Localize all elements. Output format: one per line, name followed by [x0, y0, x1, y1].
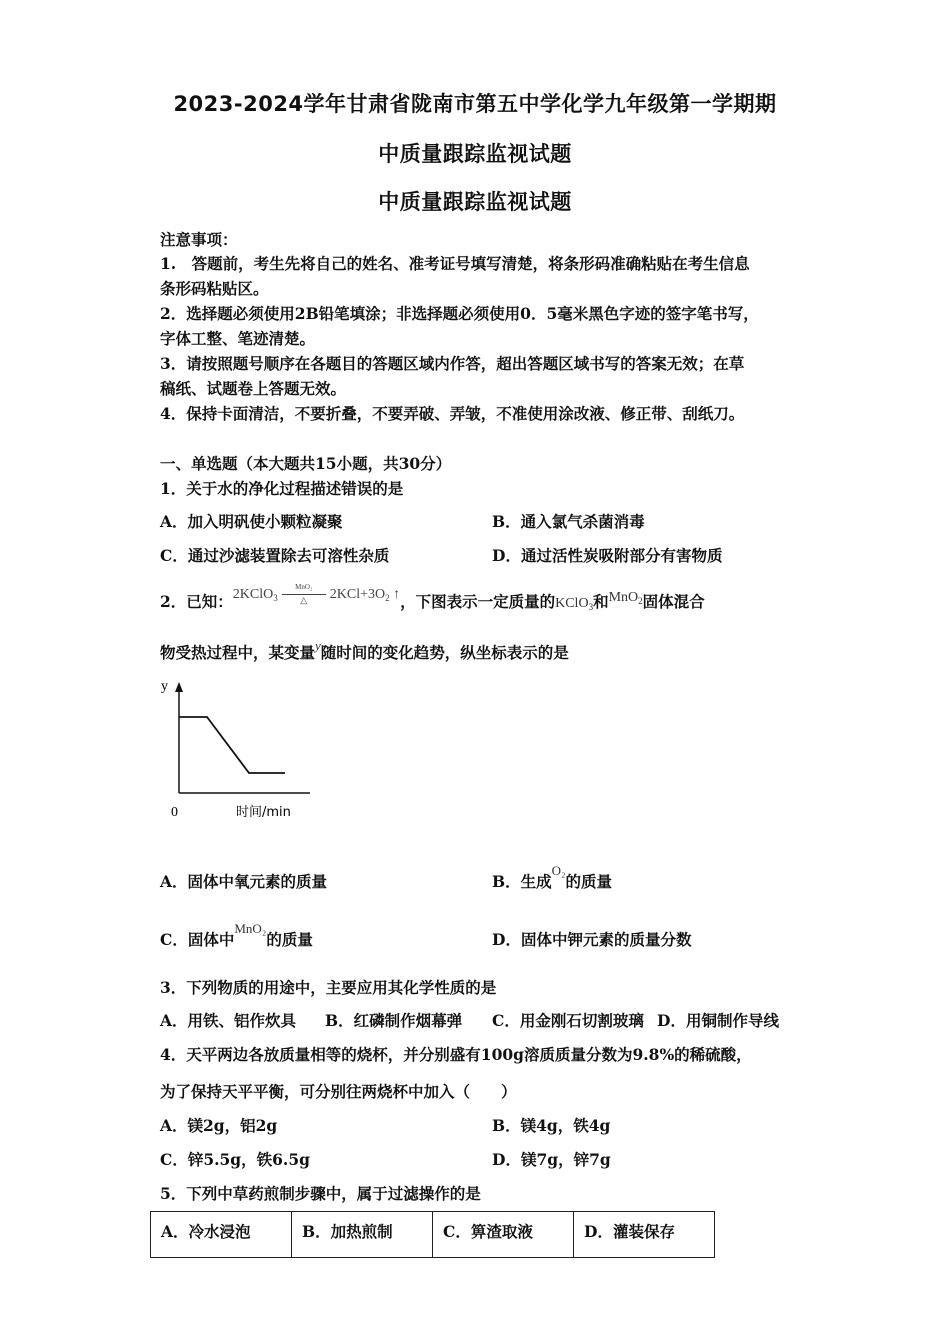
q2-kclo3: KClO$_3$	[555, 596, 594, 612]
q5-options-table	[150, 1211, 715, 1258]
q2-mid: ，下图表示一定质量的	[400, 592, 556, 611]
q1-option-c: C．通过沙滤装置除去可溶性杂质	[160, 546, 390, 565]
q2-and: 和	[593, 592, 609, 611]
eq-products: 2KCl+3O	[329, 587, 386, 603]
title-line-3: 中质量跟踪监视试题	[378, 190, 572, 214]
q2-tail: 固体混合	[642, 592, 705, 611]
graph-y-label: y	[161, 679, 168, 694]
q5-option-b: B．加热煎制	[292, 1212, 433, 1258]
eq-heat-symbol: △	[300, 595, 308, 605]
q2-option-b-o2: O₂	[551, 863, 566, 878]
notice-item-2a: 2．选择题必须使用2B铅笔填涂；非选择题必须使用0．5毫米黑色字迹的签字笔书写，	[160, 304, 759, 323]
eq-reactant: 2KClO	[232, 587, 274, 603]
graph-origin-label: 0	[171, 805, 178, 820]
q2-option-b: B．生成$^{O_2}$的质量	[492, 863, 613, 891]
q3-option-d: D．用铜制作导线	[657, 1011, 779, 1030]
graph-curve	[179, 717, 285, 773]
eq-reactant-sub: 3	[273, 593, 278, 604]
eq-catalyst: MnO₂	[295, 583, 313, 591]
q2-stem-line-2	[160, 638, 569, 663]
q5-option-a: A．冷水浸泡	[151, 1212, 292, 1258]
q3-option-b: B．红磷制作烟幕弹	[325, 1011, 463, 1030]
q2-option-c: C．固体中$^{MnO_2}$的质量	[160, 921, 313, 949]
section-heading: 一、单选题（本大题共15小题，共30分）	[160, 454, 452, 473]
q1-option-a: A．加入明矾使小颗粒凝聚	[160, 512, 343, 531]
q3-stem: 3．下列物质的用途中，主要应用其化学性质的是	[160, 978, 497, 997]
q2-option-a: A．固体中氧元素的质量	[160, 872, 328, 891]
q1-option-b: B．通入氯气杀菌消毒	[492, 512, 645, 531]
q2-option-d: D．固体中钾元素的质量分数	[492, 930, 692, 949]
q3-option-a: A．用铁、铝作炊具	[160, 1011, 297, 1030]
graph-x-label: 时间/min	[236, 805, 291, 820]
q1-option-d: D．通过活性炭吸附部分有害物质	[492, 546, 723, 565]
notice-item-1a: 1. 答题前，考生先将自己的姓名、准考证号填写清楚，将条形码准确粘贴在考生信息	[160, 254, 750, 273]
q2-prefix: 2．已知：	[160, 592, 233, 611]
q4-option-b: B．镁4g，铁4g	[492, 1116, 611, 1135]
q4-stem-line-2: 为了保持天平平衡，可分别往两烧杯中加入（ ）	[160, 1082, 517, 1101]
q2-stem-line-1	[160, 583, 705, 613]
notice-item-1b: 条形码粘贴区。	[160, 279, 269, 298]
q3-option-c: C．用金刚石切割玻璃	[492, 1011, 644, 1030]
q4-option-d: D．镁7g，锌7g	[492, 1150, 611, 1169]
q4-option-a: A．镁2g，铝2g	[160, 1116, 278, 1135]
title-line-2: 中质量跟踪监视试题	[378, 142, 572, 166]
q2-line2-a: 物受热过程中，某变量	[160, 643, 316, 662]
q4-option-c: C．锌5.5g，铁6.5g	[160, 1150, 310, 1169]
q5-option-d: D．灌装保存	[574, 1212, 715, 1258]
notice-heading: 注意事项：	[160, 230, 238, 249]
eq-products-sub: 2	[385, 593, 390, 604]
q4-stem-line-1: 4．天平两边各放质量相等的烧杯，并分别盛有100g溶质质量分数为9.8%的稀硫酸，	[160, 1045, 752, 1064]
q5-option-c: C．箅渣取液	[433, 1212, 574, 1258]
title-line-1: 2023-2024学年甘肃省陇南市第五中学化学九年级第一学期期	[173, 92, 777, 116]
q2-mno2: MnO$_2$	[608, 590, 643, 606]
q2-graph	[150, 670, 330, 830]
q2-equation	[233, 585, 400, 605]
notice-item-3b: 稿纸、试题卷上答题无效。	[160, 379, 347, 398]
gas-up-arrow: ↑	[393, 587, 401, 603]
notice-item-3a: 3．请按照题号顺序在各题目的答题区域内作答，超出答题区域书写的答案无效；在草	[160, 354, 745, 373]
q5-stem: 5．下列中草药煎制步骤中，属于过滤操作的是	[160, 1184, 481, 1203]
q2-option-c-mno2: MnO₂	[234, 921, 267, 936]
q1-stem: 1．关于水的净化过程描述错误的是	[160, 479, 404, 498]
notice-item-4: 4．保持卡面清洁，不要折叠，不要弄破、弄皱，不准使用涂改液、修正带、刮纸刀。	[160, 404, 745, 423]
q2-line2-b: 随时间的变化趋势，纵坐标表示的是	[320, 643, 569, 662]
notice-item-2b: 字体工整、笔迹清楚。	[160, 329, 316, 348]
q2-variable-y: y	[315, 638, 321, 653]
graph-y-arrow	[175, 682, 183, 692]
eq-reaction-arrow	[280, 585, 328, 605]
